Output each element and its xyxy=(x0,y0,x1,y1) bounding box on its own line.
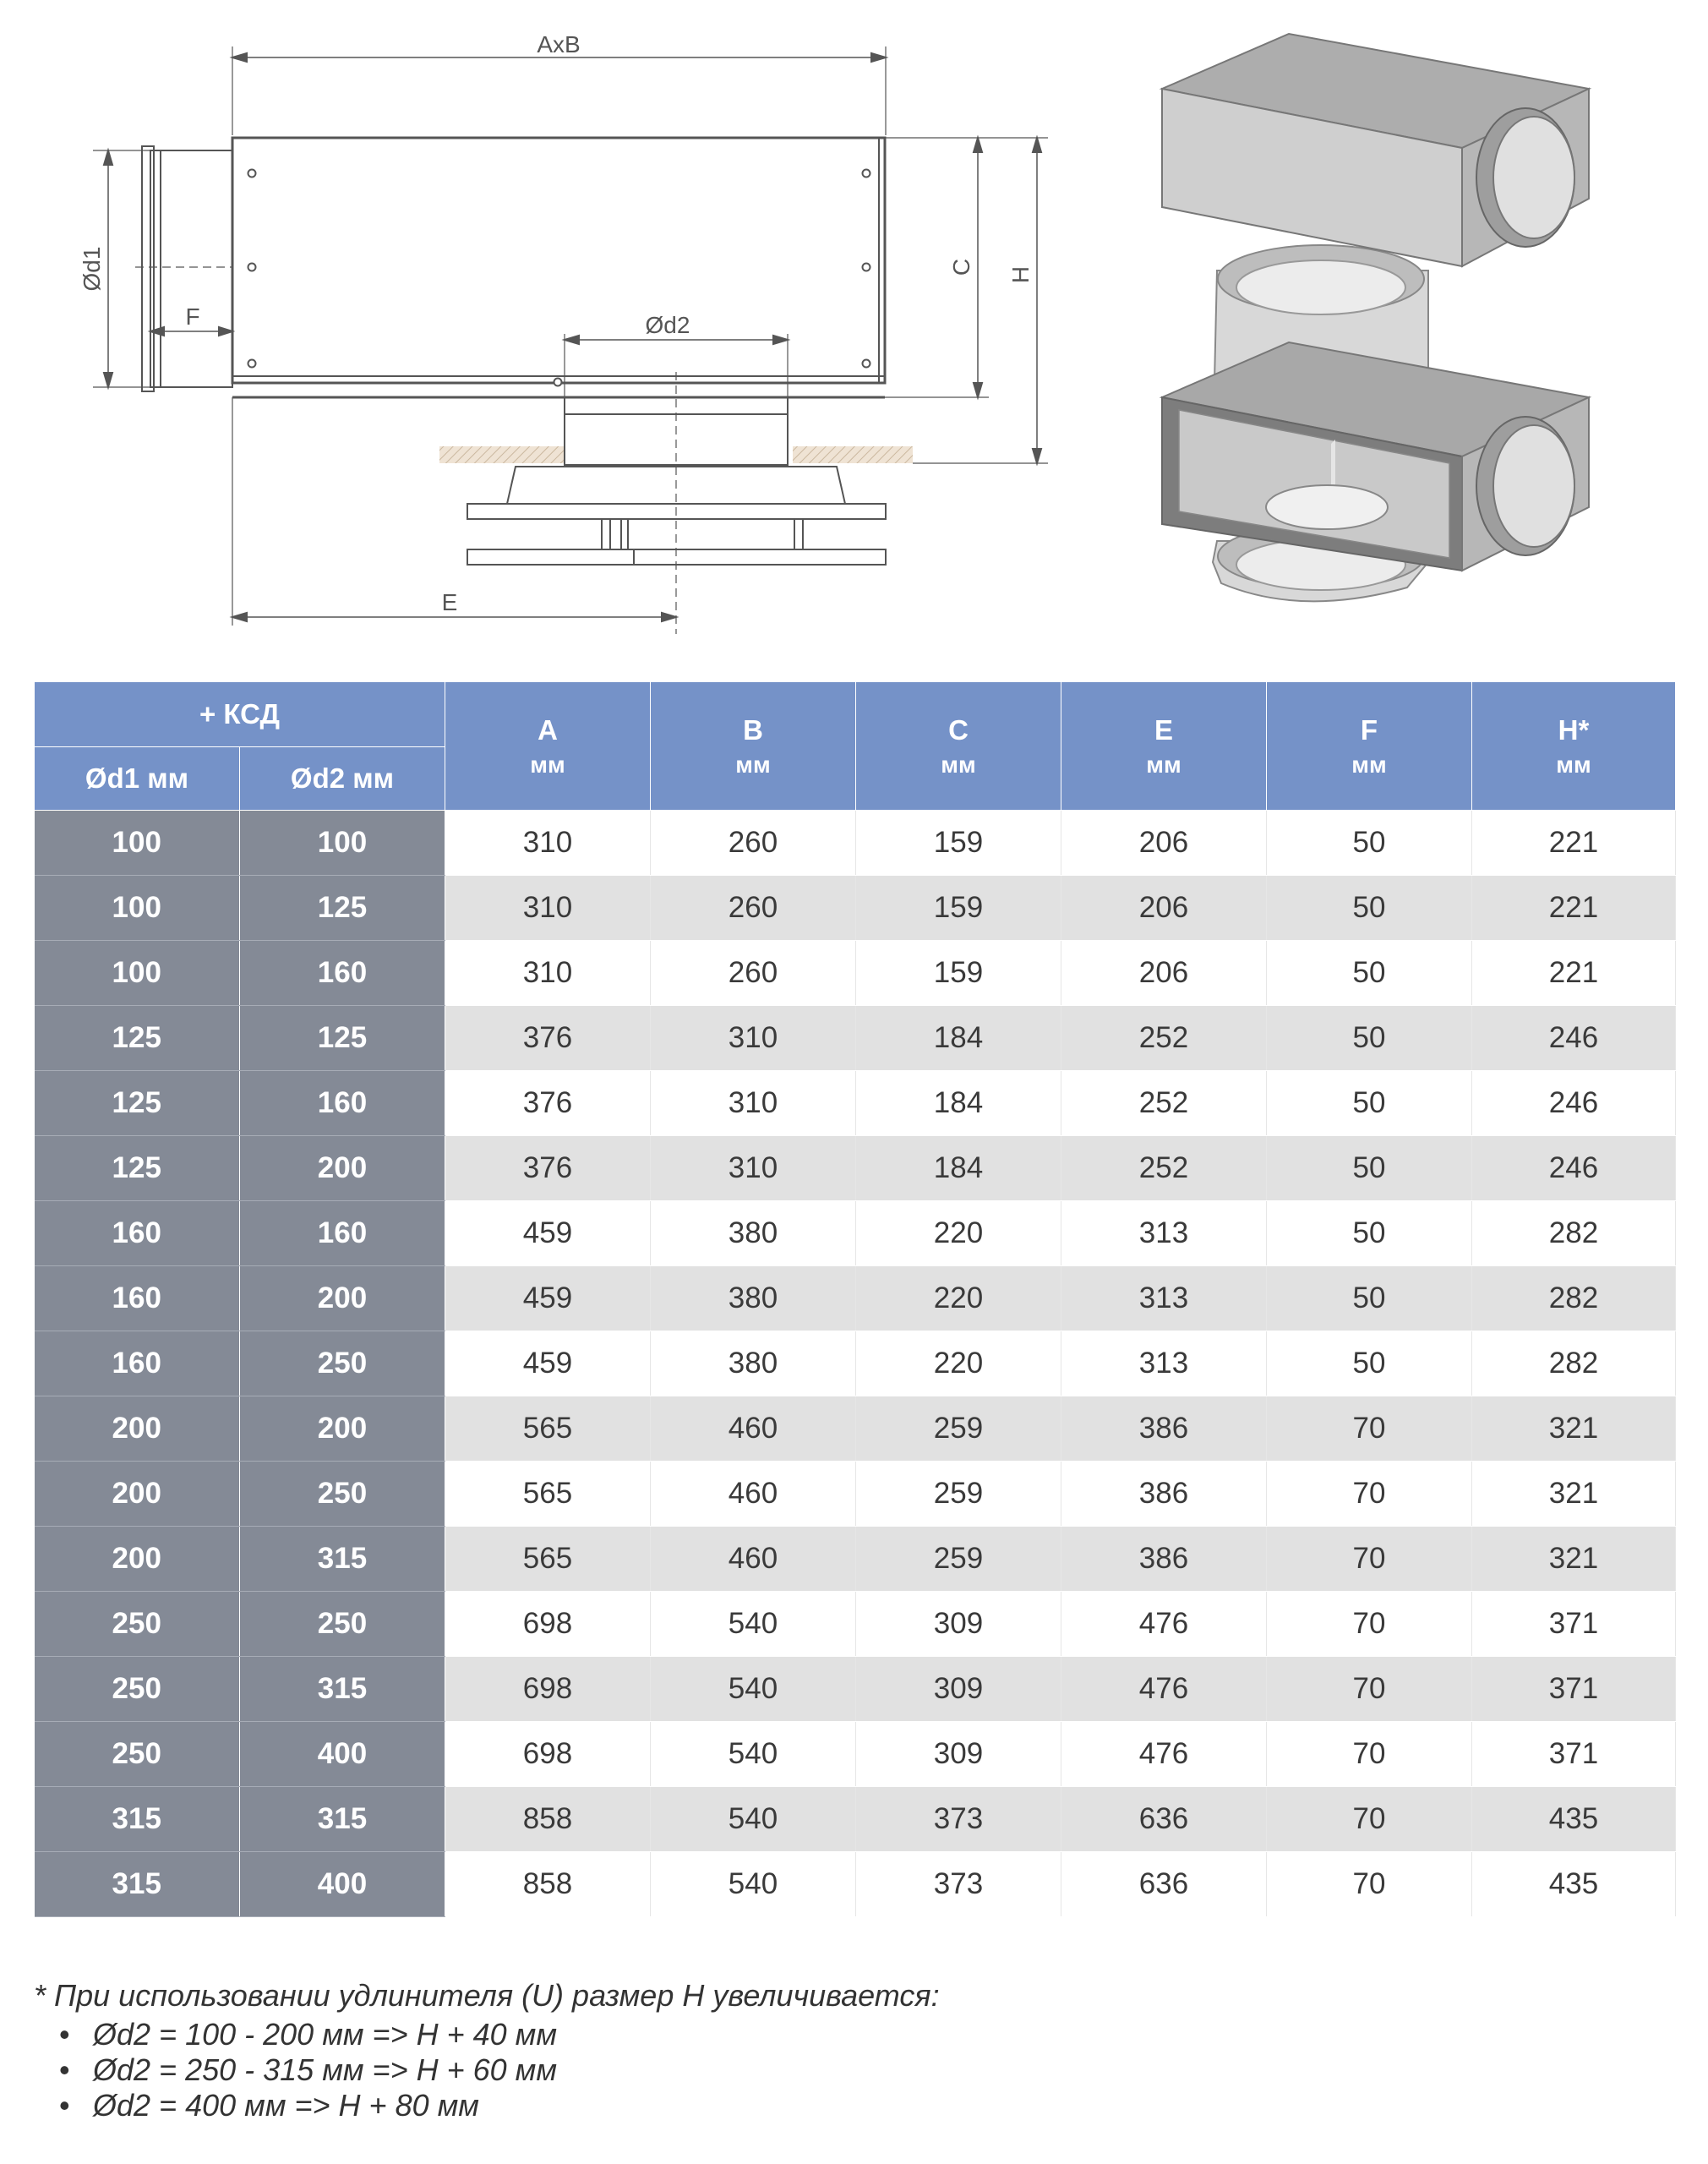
footnote-title: * При использовании удлинителя (U) размер H увеличивается: xyxy=(34,1978,940,2013)
table-cell: 376 xyxy=(445,1006,651,1071)
table-cell: 380 xyxy=(651,1331,856,1396)
table-cell: 540 xyxy=(651,1852,856,1917)
table-cell: 206 xyxy=(1061,941,1267,1006)
technical-drawing xyxy=(0,0,1708,668)
table-cell: 310 xyxy=(651,1071,856,1136)
table-row xyxy=(35,1852,1676,1917)
table-key-cell: 315 xyxy=(240,1527,445,1592)
table-key-cell: 200 xyxy=(240,1136,445,1201)
table-cell: 376 xyxy=(445,1071,651,1136)
table-cell: 184 xyxy=(856,1136,1061,1201)
table-cell: 459 xyxy=(445,1201,651,1266)
table-key-cell: 100 xyxy=(35,941,240,1006)
table-row xyxy=(35,1787,1676,1852)
table-cell: 70 xyxy=(1267,1722,1472,1787)
table-cell: 321 xyxy=(1472,1527,1676,1592)
table-row xyxy=(35,1006,1676,1071)
table-row xyxy=(35,1201,1676,1266)
table-cell: 159 xyxy=(856,876,1061,941)
table-cell: 260 xyxy=(651,876,856,941)
table-key-cell: 315 xyxy=(240,1787,445,1852)
table-cell: 380 xyxy=(651,1266,856,1331)
table-cell: 70 xyxy=(1267,1462,1472,1527)
dimensions-table xyxy=(34,681,1676,1917)
table-row xyxy=(35,1527,1676,1592)
table-cell: 310 xyxy=(445,941,651,1006)
dimensions-table-container xyxy=(34,681,1675,1917)
table-cell: 313 xyxy=(1061,1331,1267,1396)
table-cell: 221 xyxy=(1472,876,1676,941)
table-cell: 50 xyxy=(1267,1266,1472,1331)
label-c: C xyxy=(948,258,974,276)
table-key-cell: 160 xyxy=(240,1071,445,1136)
table-cell: 565 xyxy=(445,1462,651,1527)
table-cell: 282 xyxy=(1472,1331,1676,1396)
table-cell: 246 xyxy=(1472,1006,1676,1071)
table-key-cell: 250 xyxy=(35,1657,240,1722)
table-cell: 259 xyxy=(856,1462,1061,1527)
table-key-cell: 200 xyxy=(35,1462,240,1527)
table-key-cell: 160 xyxy=(35,1266,240,1331)
footnote-item: • Ød2 = 100 - 200 мм => H + 40 мм xyxy=(59,2017,558,2052)
table-cell: 540 xyxy=(651,1787,856,1852)
table-cell: 220 xyxy=(856,1331,1061,1396)
table-row xyxy=(35,1657,1676,1722)
table-cell: 636 xyxy=(1061,1852,1267,1917)
table-key-cell: 125 xyxy=(35,1136,240,1201)
table-row xyxy=(35,1331,1676,1396)
table-cell: 70 xyxy=(1267,1527,1472,1592)
table-cell: 380 xyxy=(651,1201,856,1266)
table-cell: 259 xyxy=(856,1527,1061,1592)
table-cell: 159 xyxy=(856,941,1061,1006)
header-col-f: F мм xyxy=(1267,682,1472,811)
table-cell: 371 xyxy=(1472,1657,1676,1722)
table-key-cell: 125 xyxy=(240,876,445,941)
table-cell: 636 xyxy=(1061,1787,1267,1852)
table-cell: 435 xyxy=(1472,1852,1676,1917)
table-cell: 698 xyxy=(445,1722,651,1787)
table-key-cell: 125 xyxy=(35,1071,240,1136)
table-cell: 70 xyxy=(1267,1592,1472,1657)
table-cell: 206 xyxy=(1061,811,1267,876)
table-cell: 260 xyxy=(651,811,856,876)
table-key-cell: 250 xyxy=(35,1722,240,1787)
table-row xyxy=(35,1136,1676,1201)
footnote-list xyxy=(34,2017,940,2123)
table-cell: 540 xyxy=(651,1657,856,1722)
table-cell: 309 xyxy=(856,1657,1061,1722)
table-cell: 221 xyxy=(1472,811,1676,876)
header-col-a: A мм xyxy=(445,682,651,811)
table-cell: 460 xyxy=(651,1396,856,1462)
table-cell: 252 xyxy=(1061,1071,1267,1136)
table-cell: 858 xyxy=(445,1787,651,1852)
label-f: F xyxy=(185,303,200,330)
table-row xyxy=(35,876,1676,941)
table-cell: 246 xyxy=(1472,1136,1676,1201)
table-row xyxy=(35,1071,1676,1136)
table-row xyxy=(35,941,1676,1006)
table-cell: 184 xyxy=(856,1071,1061,1136)
table-key-cell: 315 xyxy=(240,1657,445,1722)
table-key-cell: 315 xyxy=(35,1852,240,1917)
table-cell: 540 xyxy=(651,1592,856,1657)
table-cell: 252 xyxy=(1061,1136,1267,1201)
table-cell: 386 xyxy=(1061,1462,1267,1527)
table-cell: 435 xyxy=(1472,1787,1676,1852)
table-cell: 321 xyxy=(1472,1462,1676,1527)
table-cell: 460 xyxy=(651,1527,856,1592)
table-cell: 260 xyxy=(651,941,856,1006)
table-cell: 460 xyxy=(651,1462,856,1527)
table-key-cell: 100 xyxy=(35,876,240,941)
table-key-cell: 125 xyxy=(35,1006,240,1071)
table-key-cell: 100 xyxy=(240,811,445,876)
table-cell: 282 xyxy=(1472,1201,1676,1266)
table-cell: 313 xyxy=(1061,1201,1267,1266)
table-cell: 259 xyxy=(856,1396,1061,1462)
table-cell: 386 xyxy=(1061,1527,1267,1592)
table-cell: 50 xyxy=(1267,1331,1472,1396)
table-cell: 476 xyxy=(1061,1722,1267,1787)
table-cell: 70 xyxy=(1267,1787,1472,1852)
table-cell: 221 xyxy=(1472,941,1676,1006)
label-h: H xyxy=(1007,265,1034,284)
table-cell: 386 xyxy=(1061,1396,1267,1462)
table-cell: 371 xyxy=(1472,1722,1676,1787)
header-col-e: E мм xyxy=(1061,682,1267,811)
label-e: E xyxy=(441,589,458,615)
table-cell: 540 xyxy=(651,1722,856,1787)
table-key-cell: 250 xyxy=(240,1462,445,1527)
table-key-cell: 160 xyxy=(240,941,445,1006)
table-cell: 50 xyxy=(1267,811,1472,876)
bullet-icon: • xyxy=(59,2088,70,2123)
table-cell: 310 xyxy=(445,811,651,876)
table-key-cell: 160 xyxy=(35,1201,240,1266)
table-row xyxy=(35,1592,1676,1657)
table-cell: 565 xyxy=(445,1527,651,1592)
table-cell: 698 xyxy=(445,1592,651,1657)
header-col-h: H* мм xyxy=(1472,682,1676,811)
table-key-cell: 160 xyxy=(240,1201,445,1266)
table-row xyxy=(35,1396,1676,1462)
table-cell: 459 xyxy=(445,1266,651,1331)
table-key-cell: 250 xyxy=(240,1331,445,1396)
table-cell: 70 xyxy=(1267,1852,1472,1917)
table-cell: 70 xyxy=(1267,1657,1472,1722)
table-cell: 252 xyxy=(1061,1006,1267,1071)
table-key-cell: 100 xyxy=(35,811,240,876)
table-cell: 50 xyxy=(1267,1006,1472,1071)
table-cell: 282 xyxy=(1472,1266,1676,1331)
table-row xyxy=(35,1462,1676,1527)
table-cell: 309 xyxy=(856,1592,1061,1657)
bullet-icon: • xyxy=(59,2017,70,2052)
table-cell: 50 xyxy=(1267,941,1472,1006)
table-row xyxy=(35,1266,1676,1331)
table-cell: 459 xyxy=(445,1331,651,1396)
table-key-cell: 250 xyxy=(35,1592,240,1657)
bullet-icon: • xyxy=(59,2052,70,2087)
table-cell: 476 xyxy=(1061,1657,1267,1722)
table-key-cell: 200 xyxy=(240,1266,445,1331)
table-key-cell: 200 xyxy=(35,1396,240,1462)
label-axb: AxB xyxy=(537,31,581,57)
table-cell: 376 xyxy=(445,1136,651,1201)
table-cell: 858 xyxy=(445,1852,651,1917)
table-cell: 371 xyxy=(1472,1592,1676,1657)
table-row xyxy=(35,1722,1676,1787)
footnote-item: • Ød2 = 250 - 315 мм => H + 60 мм xyxy=(59,2052,558,2087)
table-cell: 70 xyxy=(1267,1396,1472,1462)
table-cell: 246 xyxy=(1472,1071,1676,1136)
table-cell: 220 xyxy=(856,1266,1061,1331)
header-col-d1: Ød1 мм xyxy=(35,747,240,811)
table-cell: 50 xyxy=(1267,1071,1472,1136)
table-row xyxy=(35,811,1676,876)
table-cell: 310 xyxy=(651,1006,856,1071)
table-cell: 565 xyxy=(445,1396,651,1462)
table-cell: 310 xyxy=(445,876,651,941)
header-col-d2: Ød2 мм xyxy=(240,747,445,811)
table-cell: 373 xyxy=(856,1787,1061,1852)
header-col-c: C мм xyxy=(856,682,1061,811)
table-cell: 698 xyxy=(445,1657,651,1722)
table-header xyxy=(35,682,1676,811)
table-cell: 310 xyxy=(651,1136,856,1201)
render-open-box xyxy=(1162,342,1589,601)
table-body xyxy=(35,811,1676,1917)
footnote xyxy=(34,1978,940,2123)
table-key-cell: 250 xyxy=(240,1592,445,1657)
table-key-cell: 200 xyxy=(35,1527,240,1592)
table-cell: 159 xyxy=(856,811,1061,876)
footnote-item: • Ød2 = 400 мм => H + 80 мм xyxy=(59,2088,479,2123)
table-key-cell: 400 xyxy=(240,1852,445,1917)
table-cell: 313 xyxy=(1061,1266,1267,1331)
table-cell: 50 xyxy=(1267,876,1472,941)
table-cell: 184 xyxy=(856,1006,1061,1071)
table-cell: 220 xyxy=(856,1201,1061,1266)
table-cell: 206 xyxy=(1061,876,1267,941)
header-group-ksd: + КСД xyxy=(35,682,445,747)
table-key-cell: 125 xyxy=(240,1006,445,1071)
table-key-cell: 160 xyxy=(35,1331,240,1396)
table-key-cell: 200 xyxy=(240,1396,445,1462)
table-cell: 309 xyxy=(856,1722,1061,1787)
label-d1: Ød1 xyxy=(79,246,105,292)
header-col-b: B мм xyxy=(651,682,856,811)
table-cell: 476 xyxy=(1061,1592,1267,1657)
table-key-cell: 315 xyxy=(35,1787,240,1852)
table-cell: 373 xyxy=(856,1852,1061,1917)
table-cell: 50 xyxy=(1267,1136,1472,1201)
table-cell: 50 xyxy=(1267,1201,1472,1266)
table-cell: 321 xyxy=(1472,1396,1676,1462)
label-d2: Ød2 xyxy=(645,312,690,338)
table-key-cell: 400 xyxy=(240,1722,445,1787)
